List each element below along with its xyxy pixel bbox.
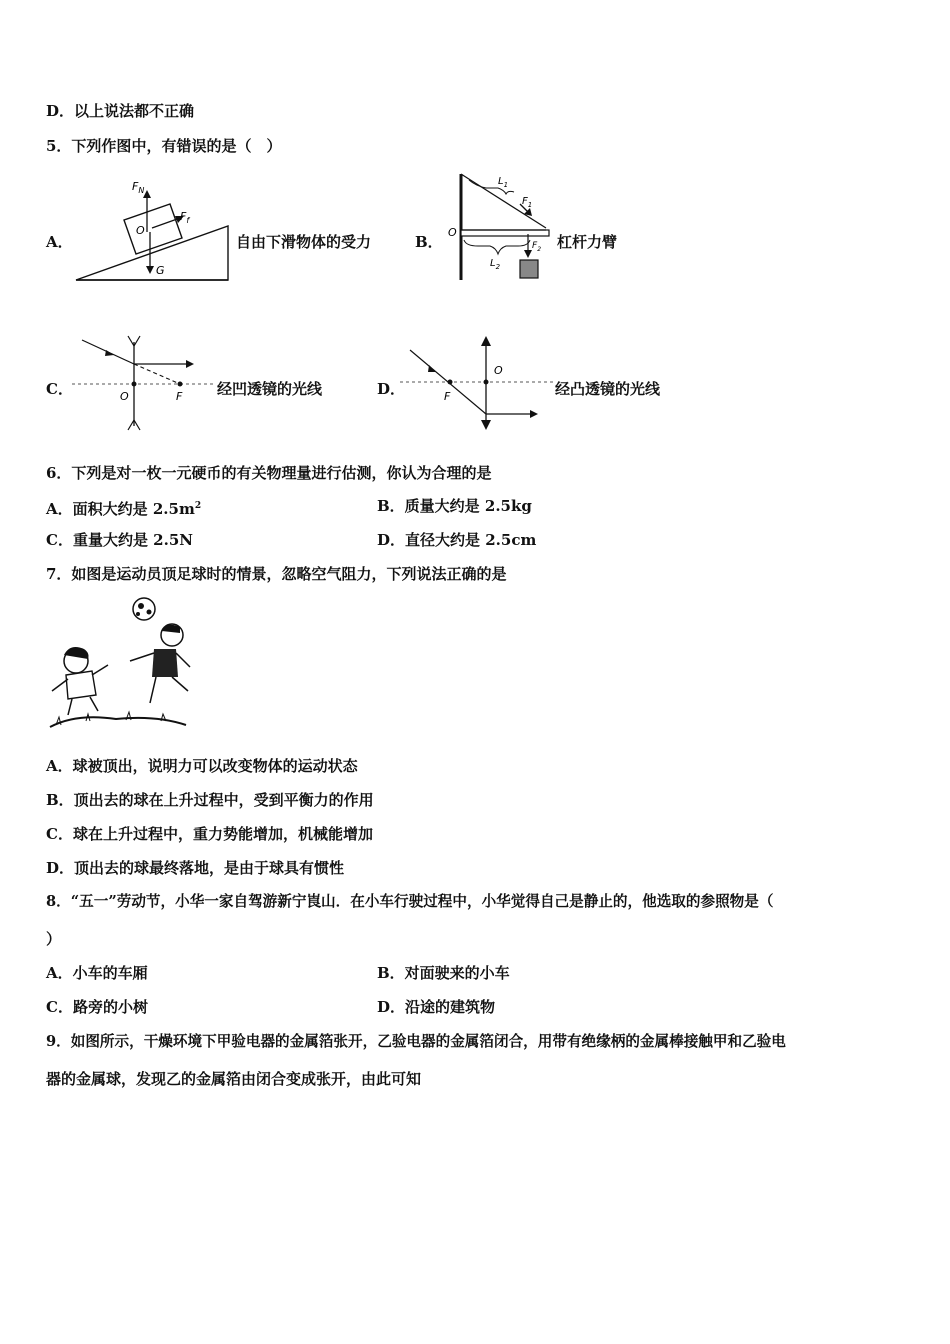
q5-option-b-caption: 杠杆力臂: [557, 233, 618, 251]
q5-option-a-letter: A．: [46, 233, 73, 251]
q9-stem-line1: 9．如图所示，干燥环境下甲验电器的金属箔张开，乙验电器的金属箔闭合，用带有绝缘柄的金属棒接触甲和乙验电: [46, 1033, 786, 1050]
q9-stem-line2: 器的金属球，发现乙的金属箔由闭合变成张开，由此可知: [46, 1070, 422, 1088]
label-l1: $L_1$: [498, 176, 509, 189]
label-f: F: [176, 390, 183, 403]
q5-convex-lens-diagram: [400, 334, 554, 432]
label-f2: $F_2$: [532, 241, 542, 253]
q6-option-c: C．重量大约是 2.5N: [46, 531, 193, 549]
q4-option-d: D．以上说法都不正确: [46, 102, 195, 120]
label-f1: $F_1$: [522, 196, 533, 209]
label-o: O: [494, 364, 503, 377]
label-fn: $F_N$: [132, 180, 145, 195]
q8-option-b: B．对面驶来的小车: [377, 964, 510, 982]
q7-option-a: A．球被顶出，说明力可以改变物体的运动状态: [46, 757, 358, 775]
q8-option-a: A．小车的车厢: [46, 964, 148, 982]
q6-option-b: B．质量大约是 2.5kg: [377, 497, 532, 515]
label-o: O: [448, 226, 457, 239]
q5-option-c-caption: 经凹透镜的光线: [217, 380, 323, 398]
q5-option-c-letter: C．: [46, 380, 73, 398]
q5-option-d-letter: D．: [377, 380, 406, 398]
q5-lever-arm-diagram: [442, 170, 554, 288]
q7-soccer-heading-illustration: [46, 595, 196, 735]
q6-option-d: D．直径大约是 2.5cm: [377, 531, 537, 549]
q7-option-d: D．顶出去的球最终落地，是由于球具有惯性: [46, 859, 345, 877]
q5-option-d-caption: 经凸透镜的光线: [555, 380, 661, 398]
q7-option-c: C．球在上升过程中，重力势能增加，机械能增加: [46, 825, 373, 843]
label-g: G: [156, 264, 165, 277]
q6-stem: 6．下列是对一枚一元硬币的有关物理量进行估测，你认为合理的是: [46, 464, 492, 482]
q7-stem: 7．如图是运动员顶足球时的情景，忽略空气阻力，下列说法正确的是: [46, 565, 507, 583]
q5-option-a-caption: 自由下滑物体的受力: [236, 233, 372, 251]
label-l2: $L_2$: [490, 258, 501, 271]
q5-stem: 5．下列作图中，有错误的是（ ）: [46, 137, 282, 155]
q7-option-b: B．顶出去的球在上升过程中，受到平衡力的作用: [46, 791, 374, 809]
label-f: F: [444, 390, 451, 403]
q5-option-b-letter: B．: [415, 233, 443, 251]
q8-stem-line2: ）: [46, 930, 62, 948]
q8-option-c: C．路旁的小树: [46, 998, 148, 1016]
q8-option-d: D．沿途的建筑物: [377, 998, 496, 1016]
q5-concave-lens-diagram: [72, 334, 216, 432]
q5-incline-force-diagram: [72, 176, 232, 288]
label-o: O: [120, 390, 129, 403]
q6-option-a: A．面积大约是 $2.5m^2$: [46, 500, 202, 518]
label-o: O: [136, 224, 145, 237]
label-ff: $F_f$: [180, 210, 190, 225]
q8-stem-line1: 8．“五一”劳动节，小华一家自驾游新宁崀山．在小车行驶过程中，小华觉得自己是静止的，他选取的参照物是（: [46, 893, 774, 910]
